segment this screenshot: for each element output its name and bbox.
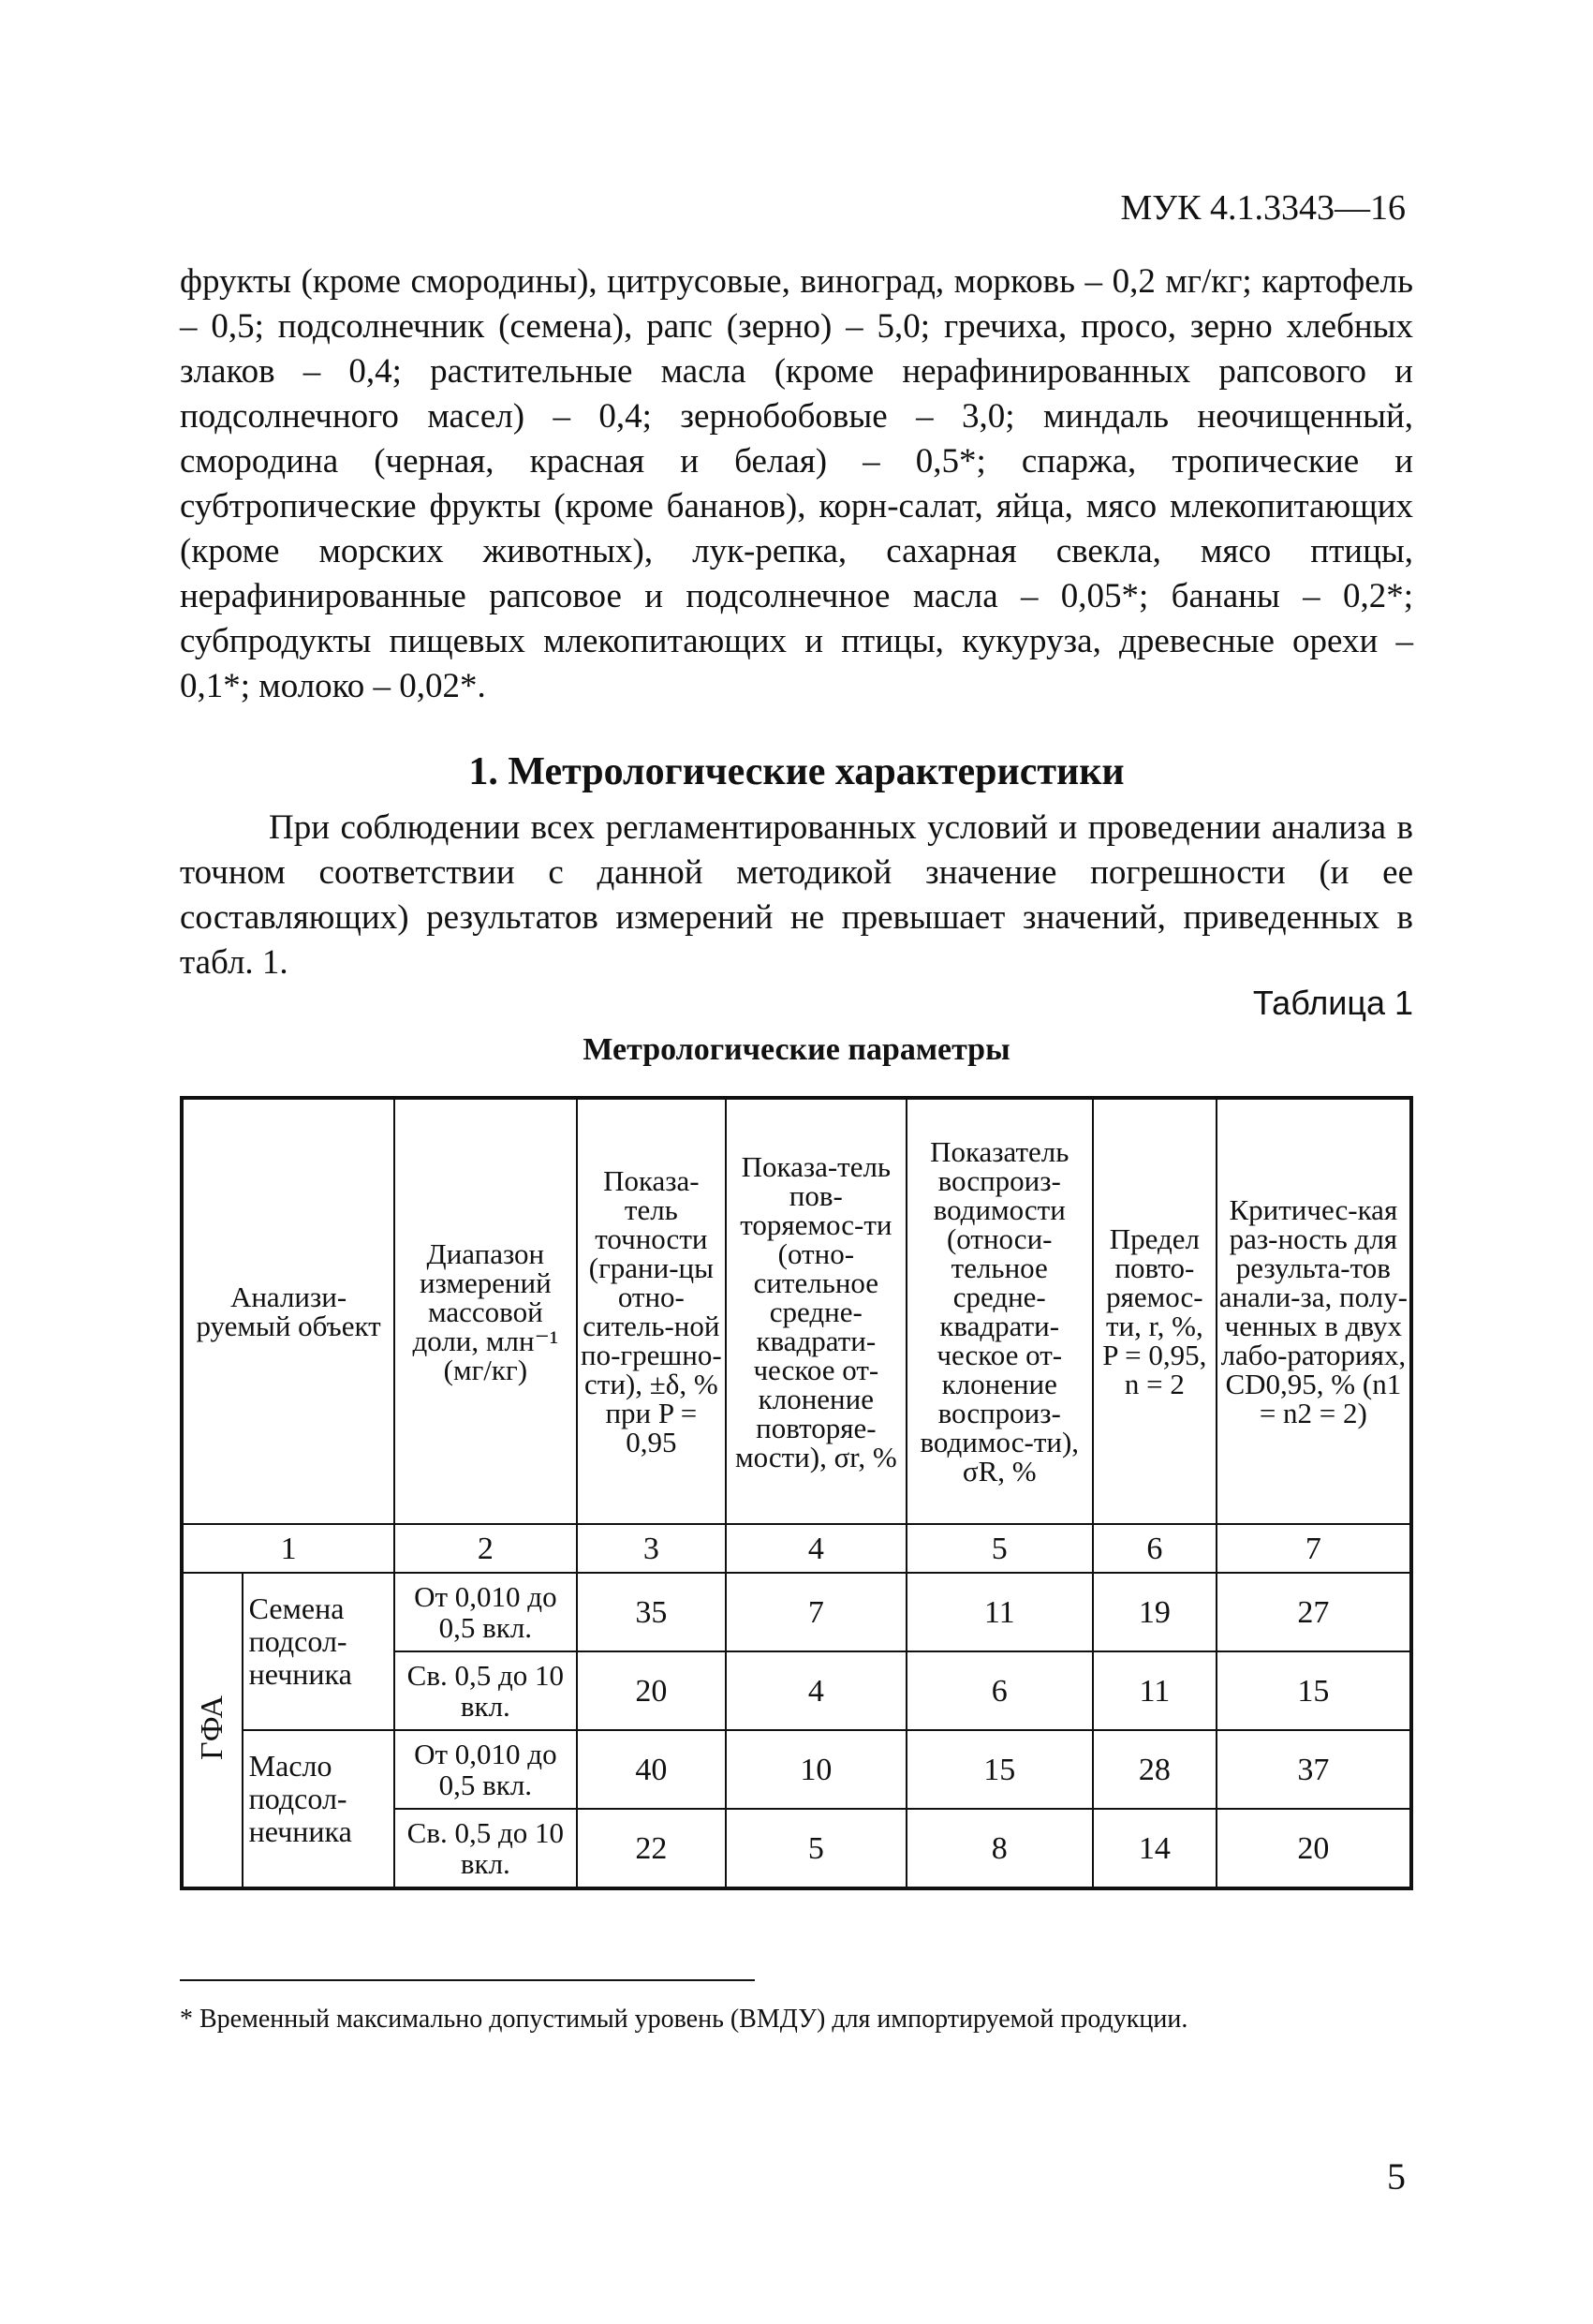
intro-paragraph: фрукты (кроме смородины), цитрусовые, виноград, морковь – 0,2 мг/кг; картофель – 0,5; подсолнечник (семена), рапс (зерно) – 5,0; гречиха, просо, зерно хлебных злаков – 0,4; растительные масла (кроме нерафинированных рапсового и подсолнечного масел) – 0,4; зернобобовые – 3,0; миндаль неочищенный, смородина (черная, красная и белая) – 0,5*; спаржа, тропические и субтропические фрукты (кроме бананов), корн-салат, яйца, мясо млекопитающих (кроме морских животных), лук-репка, сахарная свекла, мясо птицы, нерафинированные рапсовое и подсолнечное масла – 0,05*; бананы – 0,2*; субпродукты пищевых млекопитающих и птицы, кукуруза, древесные орехи – 0,1*; молоко – 0,02*. — [180, 262, 1413, 705]
object-cell: Масло подсол-нечника — [243, 1730, 394, 1888]
column-number-row — [182, 1524, 1411, 1573]
section-paragraph — [180, 806, 1413, 985]
critical-cell: 27 — [1217, 1573, 1411, 1651]
column-number: 4 — [726, 1524, 906, 1573]
reproducibility-cell: 6 — [907, 1651, 1093, 1730]
reproducibility-cell: 8 — [907, 1809, 1093, 1888]
column-number: 5 — [907, 1524, 1093, 1573]
header-repeatability: Показа-тель пов-торяемос-ти (отно-сительное средне-квадрати-ческое от-клонение повторяе-мости), σr, % — [726, 1098, 906, 1524]
repeatability-cell: 10 — [726, 1730, 906, 1809]
range-cell: Св. 0,5 до 10 вкл. — [394, 1809, 576, 1888]
page-number: 5 — [1387, 2155, 1406, 2198]
limit-cell: 11 — [1093, 1651, 1217, 1730]
document-code: МУК 4.1.3343—16 — [1120, 188, 1406, 228]
accuracy-cell: 22 — [577, 1809, 727, 1888]
footnote: * Временный максимально допустимый уровень (ВМДУ) для импортируемой продукции. — [180, 2005, 1188, 2034]
accuracy-cell: 40 — [577, 1730, 727, 1809]
critical-cell: 20 — [1217, 1809, 1411, 1888]
table-row — [182, 1730, 1411, 1809]
limit-cell: 14 — [1093, 1809, 1217, 1888]
accuracy-cell: 20 — [577, 1651, 727, 1730]
repeatability-cell: 4 — [726, 1651, 906, 1730]
range-cell: Св. 0,5 до 10 вкл. — [394, 1651, 576, 1730]
section-title: 1. Метрологические характеристики — [468, 750, 1125, 793]
limit-cell: 19 — [1093, 1573, 1217, 1651]
table-header-row — [182, 1098, 1411, 1524]
metrology-table — [180, 1096, 1413, 1890]
table-label: Таблица 1 — [1252, 984, 1413, 1022]
table-title: Метрологические параметры — [583, 1032, 1010, 1067]
column-number: 1 — [182, 1524, 394, 1573]
method-cell — [182, 1573, 243, 1888]
reproducibility-cell: 15 — [907, 1730, 1093, 1809]
repeatability-cell: 5 — [726, 1809, 906, 1888]
table-row — [182, 1573, 1411, 1651]
limit-cell: 28 — [1093, 1730, 1217, 1809]
column-number: 6 — [1093, 1524, 1217, 1573]
column-number: 2 — [394, 1524, 576, 1573]
reproducibility-cell: 11 — [907, 1573, 1093, 1651]
header-limit: Предел повто-ряемос-ти, r, %, P = 0,95, n = 2 — [1093, 1098, 1217, 1524]
section-paragraph-text: При соблюдении всех регламентированных условий и проведении анализа в точном соответствии с данной методикой значение погрешности (и ее составляющих) результатов измерений не превышает значений, приведенных в табл. 1. — [180, 808, 1413, 982]
accuracy-cell: 35 — [577, 1573, 727, 1651]
range-cell: От 0,010 до 0,5 вкл. — [394, 1573, 576, 1651]
header-critical: Критичес-кая раз-ность для результа-тов анали-за, полу-ченных в двух лабо-раториях, CD0,95, % (n1 = n2 = 2) — [1217, 1098, 1411, 1524]
range-cell: От 0,010 до 0,5 вкл. — [394, 1730, 576, 1809]
column-number: 7 — [1217, 1524, 1411, 1573]
footnote-divider — [180, 1979, 755, 1981]
header-accuracy: Показа-тель точности (грани-цы отно-ситель-ной по-грешно-сти), ±δ, % при P = 0,95 — [577, 1098, 727, 1524]
header-object: Анализи-руемый объект — [182, 1098, 394, 1524]
critical-cell: 37 — [1217, 1730, 1411, 1809]
method-label: ГФА — [195, 1695, 230, 1760]
object-cell: Семена подсол-нечника — [243, 1573, 394, 1730]
header-reproducibility: Показатель воспроиз-водимости (относи-тельное средне-квадрати-ческое от-клонение воспроиз-водимос-ти), σR, % — [907, 1098, 1093, 1524]
column-number: 3 — [577, 1524, 727, 1573]
repeatability-cell: 7 — [726, 1573, 906, 1651]
header-range: Диапазон измерений массовой доли, млн⁻¹ (мг/кг) — [394, 1098, 576, 1524]
critical-cell: 15 — [1217, 1651, 1411, 1730]
